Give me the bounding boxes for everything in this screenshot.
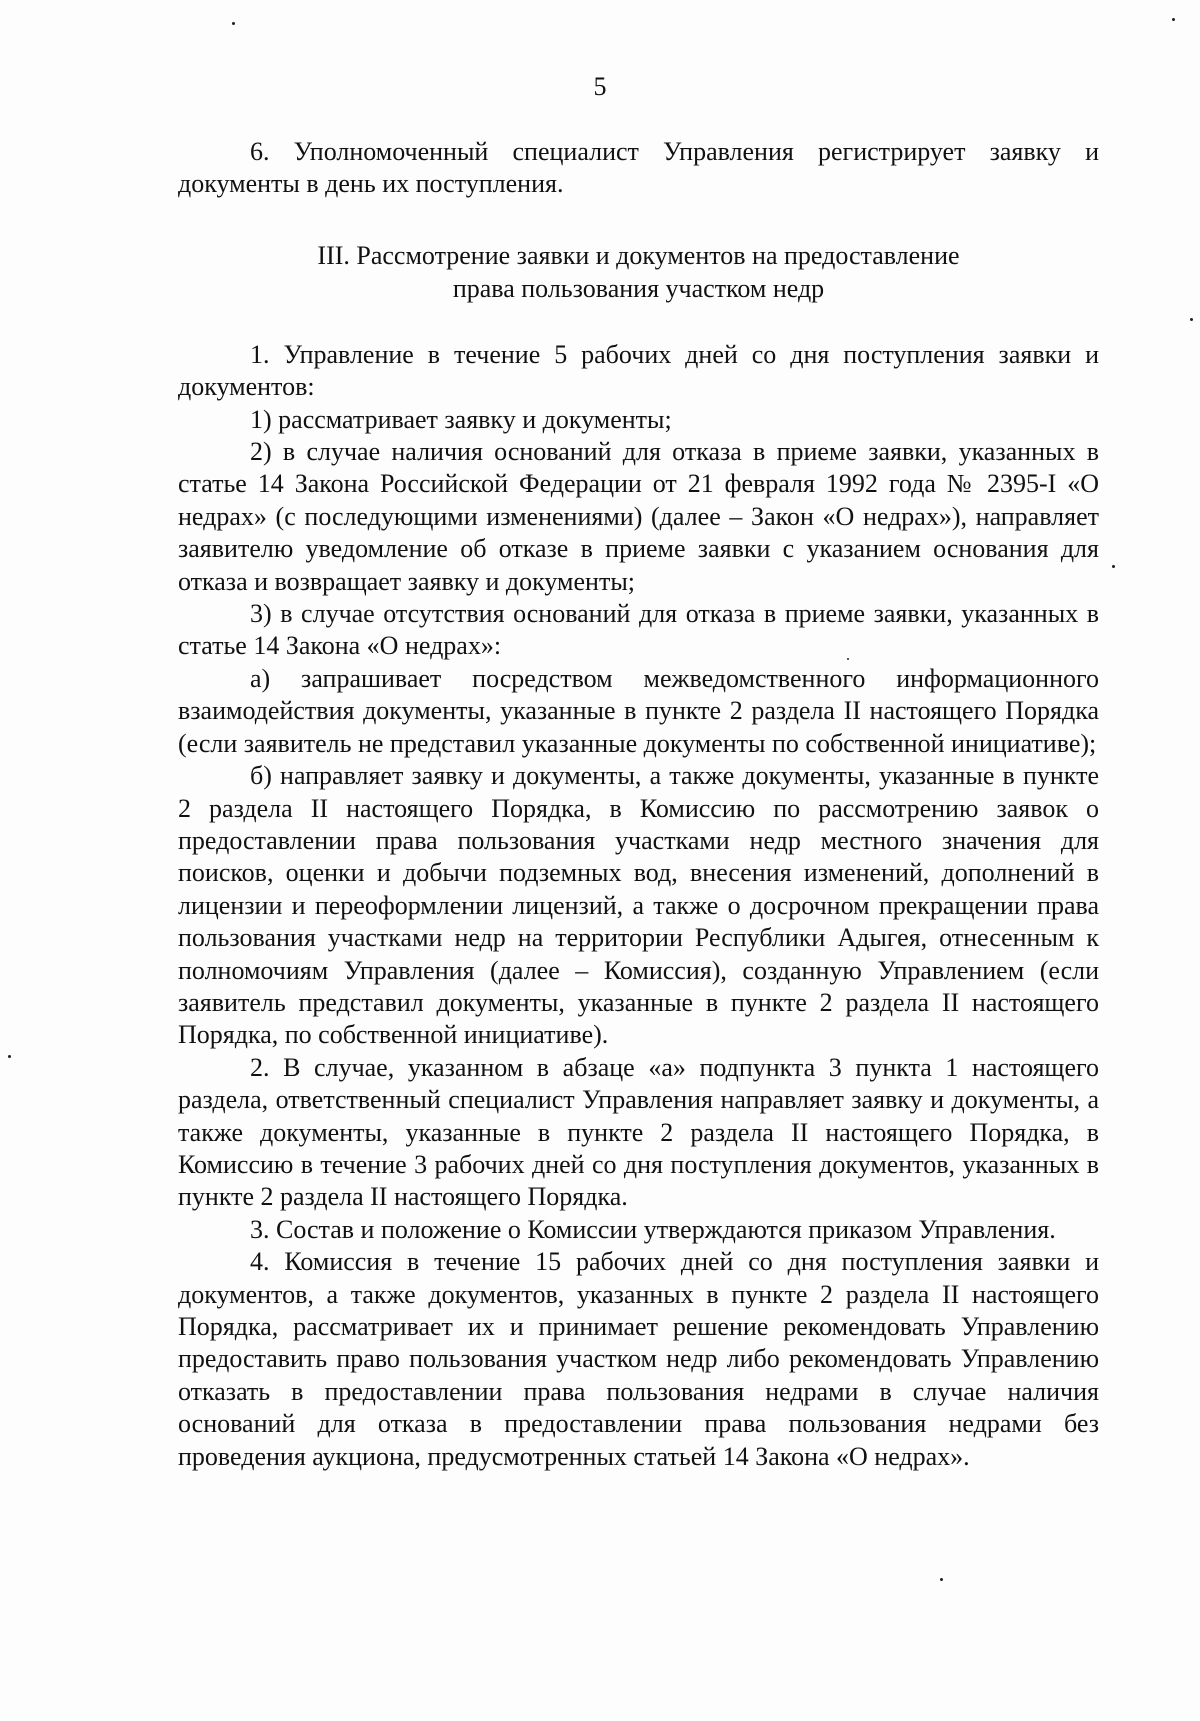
paragraph-1-item-2: 2) в случае наличия оснований для отказа в приеме заявки, указанных в статье 14 Закона Российской Федерации от 21 февраля 1992 года № 2395-I «О недрах» (с последующими изменениями) (далее – Закон «О недрах»), направляет заявителю уведомление об отказе в приеме заявки с указанием основания для отказа и возвращает заявку и документы; xyxy=(178,437,1099,596)
scan-speck xyxy=(847,658,849,660)
paragraph-intro: 6. Уполномоченный специалист Управления регистрирует заявку и документы в день их поступления. xyxy=(178,137,1099,199)
scan-speck xyxy=(1172,18,1175,21)
document-body xyxy=(178,136,1099,1473)
paragraph-1-item-1: 1) рассматривает заявку и документы; xyxy=(250,404,672,434)
paragraph-4: 4. Комиссия в течение 15 рабочих дней со дня поступления заявки и документов, а также документов, указанных в пункте 2 раздела II настоящего Порядка, рассматривает их и принимает решение рекомендовать Управлению предоставить право пользования участком недр либо рекомендовать Управлению отказать в предоставлении права пользования недрами в случае наличия оснований для отказа в предоставлении права пользования недрами без проведения аукциона, предусмотренных статьей 14 Закона «О недрах». xyxy=(178,1247,1099,1471)
scan-speck xyxy=(940,1578,943,1581)
page-number: 5 xyxy=(593,72,607,101)
section-heading-line-1: III. Рассмотрение заявки и документов на предоставление xyxy=(317,240,960,270)
paragraph-1: 1. Управление в течение 5 рабочих дней со дня поступления заявки и документов: xyxy=(178,339,1099,402)
paragraph-3: 3. Состав и положение о Комиссии утверждаются приказом Управления. xyxy=(250,1214,1056,1244)
paragraph-2: 2. В случае, указанном в абзаце «а» подпункта 3 пункта 1 настоящего раздела, ответственный специалист Управления направляет заявку и документы, а также документы, указанные в пункте 2 раздела II настоящего Порядка, в Комиссию в течение 3 рабочих дней со дня поступления документов, указанных в пункте 2 раздела II настоящего Порядка. xyxy=(178,1052,1099,1212)
scan-speck xyxy=(1190,318,1193,321)
section-heading xyxy=(178,239,1099,305)
section-heading-line-2: права пользования участком недр xyxy=(452,273,825,303)
paragraph-1-item-3-b: б) направляет заявку и документы, а также документы, указанные в пункте 2 раздела II настоящего Порядка, в Комиссию по рассмотрению заявок о предоставлении права пользования участками недр местного значения для поисков, оценки и добычи подземных вод, внесения изменений, дополнений в лицензии и переоформлении лицензий, а также о досрочном прекращении права пользования участками недр на территории Республики Адыгея, отнесенным к полномочиям Управления (далее – Комиссия), созданную Управлением (если заявитель представил документы, указанные в пункте 2 раздела II настоящего Порядка, по собственной инициативе). xyxy=(178,761,1099,1050)
paragraph-1-item-3: 3) в случае отсутствия оснований для отказа в приеме заявки, указанных в статье 14 Закона «О недрах»: xyxy=(178,599,1099,661)
scan-speck xyxy=(8,1055,11,1058)
scan-speck xyxy=(232,22,235,25)
paragraph-1-item-3-a: а) запрашивает посредством межведомственного информационного взаимодействия документы, указанные в пункте 2 раздела II настоящего Порядка (если заявитель не представил указанные документы по собственной инициативе); xyxy=(178,663,1099,758)
scan-speck xyxy=(1112,565,1115,568)
